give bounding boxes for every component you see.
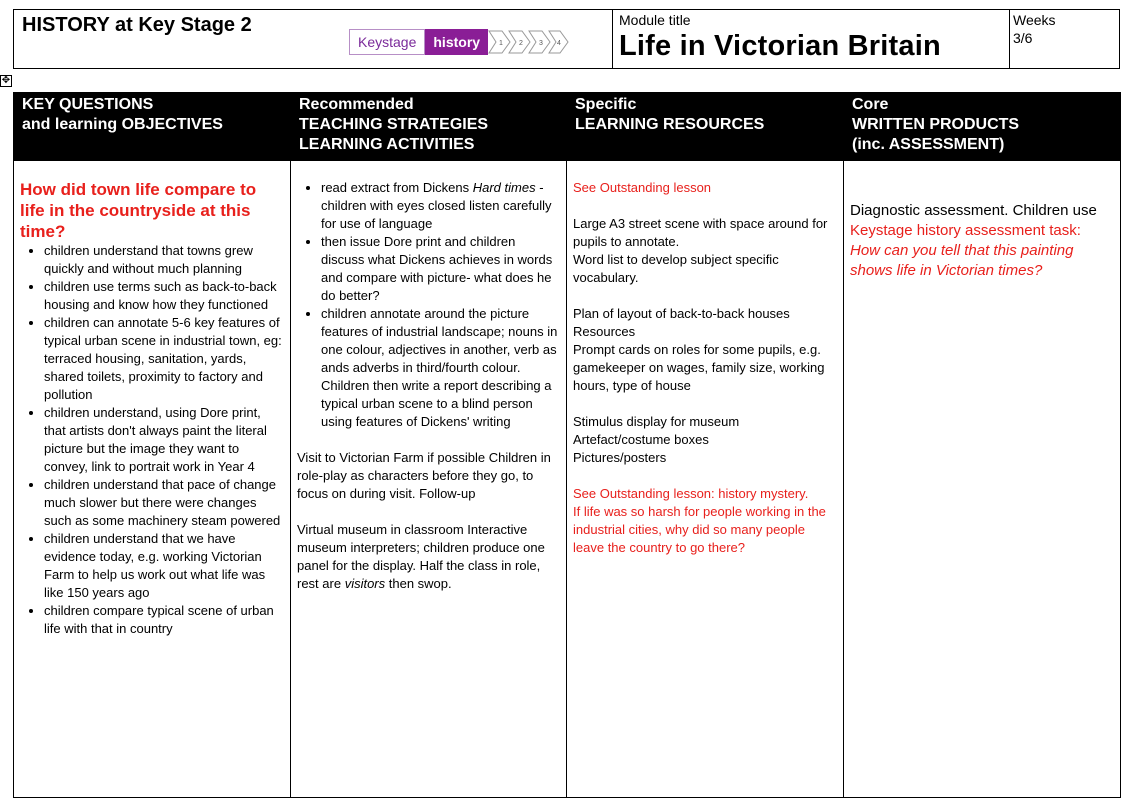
module-label: Module title bbox=[619, 12, 691, 28]
planning-table bbox=[13, 92, 1121, 798]
list-item: • children use terms such as back-to-back housing and know how they functioned bbox=[44, 278, 284, 314]
module-title-text: Life in Victorian Britain bbox=[619, 30, 941, 62]
header-table bbox=[13, 9, 1120, 69]
resource-item: Prompt cards on roles for some pupils, e.g. gamekeeper on wages, family size, working hours, type of house bbox=[573, 342, 825, 393]
module-cell bbox=[612, 10, 1010, 68]
resource-item: Word list to develop subject specific vocabulary. bbox=[573, 252, 779, 285]
resource-item: Artefact/costume boxes bbox=[573, 432, 709, 447]
resource-item: Pictures/posters bbox=[573, 450, 667, 465]
weeks-label: Weeks bbox=[1013, 12, 1056, 28]
logo-steps-arrows-icon bbox=[488, 29, 570, 55]
logo-step-2: 2 bbox=[519, 40, 523, 47]
list-item: • then issue Dore print and children discuss what Dickens achieves in words and compare with picture- what does he do better? bbox=[321, 233, 560, 305]
resource-item: Stimulus display for museum bbox=[573, 414, 740, 429]
logo-history-text: history bbox=[425, 29, 488, 55]
museum-paragraph: Virtual museum in classroom Interactive museum interpreters; children produce one panel for the display. Half the class in role, rest are visitors then swop. bbox=[297, 522, 545, 591]
list-item: • read extract from Dickens Hard times - children with eyes closed listen carefully for use of language bbox=[321, 179, 560, 233]
weeks-cell bbox=[1009, 10, 1119, 68]
weeks-value: 3/6 bbox=[1013, 30, 1033, 46]
keystage-history-logo bbox=[349, 29, 570, 55]
column-header-strategies: Recommended TEACHING STRATEGIES LEARNING ACTIVITIES bbox=[291, 93, 567, 161]
objectives-cell bbox=[14, 161, 291, 798]
history-mystery-link[interactable]: See Outstanding lesson: history mystery. bbox=[573, 486, 809, 501]
table-move-handle-icon[interactable]: ✥ bbox=[1, 75, 11, 86]
column-header-products: Core WRITTEN PRODUCTS (inc. ASSESSMENT) bbox=[844, 93, 1121, 161]
outstanding-lesson-link[interactable]: See Outstanding lesson bbox=[573, 180, 712, 195]
module-title bbox=[619, 30, 941, 63]
objectives-list bbox=[20, 242, 284, 638]
column-header-resources: Specific LEARNING RESOURCES bbox=[567, 93, 844, 161]
assessment-text: Diagnostic assessment. Children use Keystage history assessment task: bbox=[850, 202, 1097, 239]
logo-keystage-text: Keystage bbox=[349, 29, 425, 55]
list-item: • children understand that pace of change much slower but there were changes such as some machinery steam powered bbox=[44, 476, 284, 530]
visit-paragraph: Visit to Victorian Farm if possible Children in role-play as characters before they go, to focus on during visit. Follow-up bbox=[297, 450, 551, 501]
strategies-list bbox=[297, 179, 560, 431]
header-title-cell bbox=[14, 10, 613, 68]
column-header-objectives: KEY QUESTIONS and learning OBJECTIVES bbox=[14, 93, 291, 161]
mystery-question: If life was so harsh for people working in the industrial cities, why did so many people leave the country to go there? bbox=[573, 504, 826, 555]
resource-item: Resources bbox=[573, 324, 636, 339]
list-item: • children understand that towns grew quickly and without much planning bbox=[44, 242, 284, 278]
assessment-task-link[interactable]: Keystage history assessment task: bbox=[850, 222, 1081, 239]
list-item: • children annotate around the picture features of industrial landscape; nouns in one colour, adjectives in another, verb as ands adverbs in third/fourth colour. Children then write a report describing a typical urban scene to a blind person using features of Dickens' writing bbox=[321, 305, 560, 431]
resources-cell bbox=[567, 161, 844, 798]
resource-item: Plan of layout of back-to-back houses bbox=[573, 306, 790, 321]
logo-step-3: 3 bbox=[539, 40, 543, 47]
page-title: HISTORY at Key Stage 2 bbox=[22, 14, 252, 36]
logo-step-1: 1 bbox=[499, 40, 503, 47]
list-item: • children understand, using Dore print, that artists don't always paint the literal picture but the image they want to convey, link to portrait work in Year 4 bbox=[44, 404, 284, 476]
key-question: How did town life compare to life in the countryside at this time? bbox=[20, 180, 257, 241]
resource-item: Large A3 street scene with space around for pupils to annotate. bbox=[573, 216, 828, 249]
list-item: • children can annotate 5-6 key features of typical urban scene in industrial town, eg: terraced housing, sanitation, yards, shared toilets, proximity to factory and pollution bbox=[44, 314, 284, 404]
logo-step-4: 4 bbox=[557, 40, 561, 47]
strategies-cell bbox=[291, 161, 567, 798]
list-item: • children understand that we have evidence today, e.g. working Victorian Farm to help us work out what life was like 150 years ago bbox=[44, 530, 284, 602]
products-cell bbox=[844, 161, 1121, 798]
assessment-question: How can you tell that this painting shows life in Victorian times? bbox=[850, 242, 1074, 279]
list-item: • children compare typical scene of urban life with that in country bbox=[44, 602, 284, 638]
